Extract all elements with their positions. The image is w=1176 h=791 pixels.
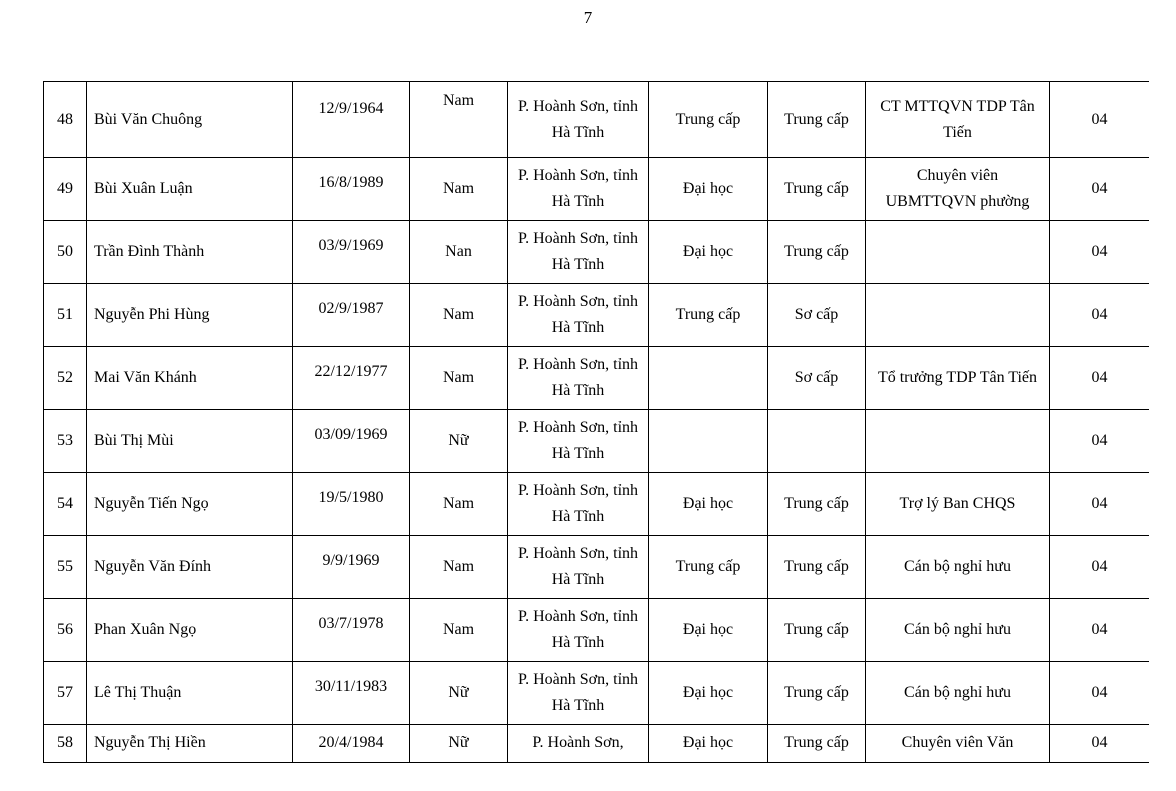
dob-cell: 12/9/1964 — [293, 82, 410, 158]
name-cell: Bùi Thị Mùi — [87, 410, 293, 473]
address-cell: P. Hoành Sơn, tỉnh Hà Tĩnh — [508, 599, 649, 662]
stt-cell: 52 — [44, 347, 87, 410]
political-cell: Sơ cấp — [768, 347, 866, 410]
dob-cell: 03/9/1969 — [293, 221, 410, 284]
education-cell: Đại học — [649, 473, 768, 536]
education-cell: Trung cấp — [649, 82, 768, 158]
dob-cell: 20/4/1984 — [293, 725, 410, 763]
name-cell: Trần Đình Thành — [87, 221, 293, 284]
position-cell: Cán bộ nghỉ hưu — [866, 536, 1050, 599]
education-cell: Trung cấp — [649, 284, 768, 347]
member-table — [43, 81, 1149, 763]
address-cell: P. Hoành Sơn, tỉnh Hà Tĩnh — [508, 410, 649, 473]
education-cell — [649, 410, 768, 473]
stt-cell: 48 — [44, 82, 87, 158]
gender-cell: Nữ — [410, 725, 508, 763]
political-cell: Trung cấp — [768, 725, 866, 763]
name-cell: Nguyễn Tiến Ngọ — [87, 473, 293, 536]
dob-cell: 19/5/1980 — [293, 473, 410, 536]
address-cell: P. Hoành Sơn, tỉnh Hà Tĩnh — [508, 221, 649, 284]
dob-cell: 16/8/1989 — [293, 158, 410, 221]
political-cell: Trung cấp — [768, 473, 866, 536]
address-cell: P. Hoành Sơn, tỉnh Hà Tĩnh — [508, 662, 649, 725]
number-cell: 04 — [1050, 599, 1150, 662]
name-cell: Bùi Xuân Luận — [87, 158, 293, 221]
education-cell: Trung cấp — [649, 536, 768, 599]
address-cell: P. Hoành Sơn, — [508, 725, 649, 763]
gender-cell: Nam — [410, 158, 508, 221]
position-cell — [866, 221, 1050, 284]
table-row — [44, 284, 1150, 347]
position-cell: Chuyên viên Văn — [866, 725, 1050, 763]
table-body — [44, 82, 1150, 763]
education-cell: Đại học — [649, 599, 768, 662]
member-table-container — [43, 81, 1149, 766]
gender-cell: Nam — [410, 473, 508, 536]
address-cell: P. Hoành Sơn, tỉnh Hà Tĩnh — [508, 473, 649, 536]
political-cell: Trung cấp — [768, 599, 866, 662]
number-cell: 04 — [1050, 284, 1150, 347]
stt-cell: 55 — [44, 536, 87, 599]
number-cell: 04 — [1050, 158, 1150, 221]
political-cell: Sơ cấp — [768, 284, 866, 347]
address-cell: P. Hoành Sơn, tỉnh Hà Tĩnh — [508, 347, 649, 410]
number-cell: 04 — [1050, 347, 1150, 410]
number-cell: 04 — [1050, 725, 1150, 763]
page-number: 7 — [583, 8, 593, 27]
table-row — [44, 82, 1150, 158]
political-cell: Trung cấp — [768, 536, 866, 599]
position-cell: Trợ lý Ban CHQS — [866, 473, 1050, 536]
position-cell: Cán bộ nghỉ hưu — [866, 599, 1050, 662]
stt-cell: 56 — [44, 599, 87, 662]
address-cell: P. Hoành Sơn, tỉnh Hà Tĩnh — [508, 158, 649, 221]
name-cell: Bùi Văn Chuông — [87, 82, 293, 158]
position-cell — [866, 284, 1050, 347]
stt-cell: 54 — [44, 473, 87, 536]
political-cell: Trung cấp — [768, 158, 866, 221]
stt-cell: 58 — [44, 725, 87, 763]
stt-cell: 50 — [44, 221, 87, 284]
gender-cell: Nam — [410, 347, 508, 410]
gender-cell: Nữ — [410, 410, 508, 473]
table-row — [44, 221, 1150, 284]
gender-cell: Nam — [410, 284, 508, 347]
table-row — [44, 599, 1150, 662]
political-cell: Trung cấp — [768, 662, 866, 725]
gender-cell: Nan — [410, 221, 508, 284]
dob-cell: 03/09/1969 — [293, 410, 410, 473]
name-cell: Phan Xuân Ngọ — [87, 599, 293, 662]
table-row — [44, 347, 1150, 410]
number-cell: 04 — [1050, 82, 1150, 158]
education-cell: Đại học — [649, 662, 768, 725]
table-row — [44, 536, 1150, 599]
political-cell — [768, 410, 866, 473]
gender-cell: Nữ — [410, 662, 508, 725]
table-row — [44, 662, 1150, 725]
name-cell: Mai Văn Khánh — [87, 347, 293, 410]
political-cell: Trung cấp — [768, 82, 866, 158]
name-cell: Lê Thị Thuận — [87, 662, 293, 725]
position-cell: Tổ trưởng TDP Tân Tiến — [866, 347, 1050, 410]
education-cell: Đại học — [649, 725, 768, 763]
dob-cell: 03/7/1978 — [293, 599, 410, 662]
dob-cell: 02/9/1987 — [293, 284, 410, 347]
dob-cell: 30/11/1983 — [293, 662, 410, 725]
stt-cell: 51 — [44, 284, 87, 347]
position-cell: Cán bộ nghỉ hưu — [866, 662, 1050, 725]
gender-cell: Nam — [410, 599, 508, 662]
name-cell: Nguyễn Văn Đính — [87, 536, 293, 599]
table-row — [44, 473, 1150, 536]
dob-cell: 9/9/1969 — [293, 536, 410, 599]
table-row — [44, 158, 1150, 221]
number-cell: 04 — [1050, 473, 1150, 536]
stt-cell: 57 — [44, 662, 87, 725]
name-cell: Nguyễn Thị Hiền — [87, 725, 293, 763]
gender-cell: Nam — [410, 82, 508, 158]
stt-cell: 49 — [44, 158, 87, 221]
number-cell: 04 — [1050, 221, 1150, 284]
gender-cell: Nam — [410, 536, 508, 599]
education-cell — [649, 347, 768, 410]
education-cell: Đại học — [649, 158, 768, 221]
dob-cell: 22/12/1977 — [293, 347, 410, 410]
address-cell: P. Hoành Sơn, tỉnh Hà Tĩnh — [508, 536, 649, 599]
number-cell: 04 — [1050, 536, 1150, 599]
stt-cell: 53 — [44, 410, 87, 473]
political-cell: Trung cấp — [768, 221, 866, 284]
number-cell: 04 — [1050, 662, 1150, 725]
table-row — [44, 725, 1150, 763]
education-cell: Đại học — [649, 221, 768, 284]
position-cell: Chuyên viên UBMTTQVN phường — [866, 158, 1050, 221]
number-cell: 04 — [1050, 410, 1150, 473]
table-row — [44, 410, 1150, 473]
name-cell: Nguyễn Phi Hùng — [87, 284, 293, 347]
position-cell — [866, 410, 1050, 473]
position-cell: CT MTTQVN TDP Tân Tiến — [866, 82, 1050, 158]
address-cell: P. Hoành Sơn, tỉnh Hà Tĩnh — [508, 284, 649, 347]
address-cell: P. Hoành Sơn, tỉnh Hà Tĩnh — [508, 82, 649, 158]
